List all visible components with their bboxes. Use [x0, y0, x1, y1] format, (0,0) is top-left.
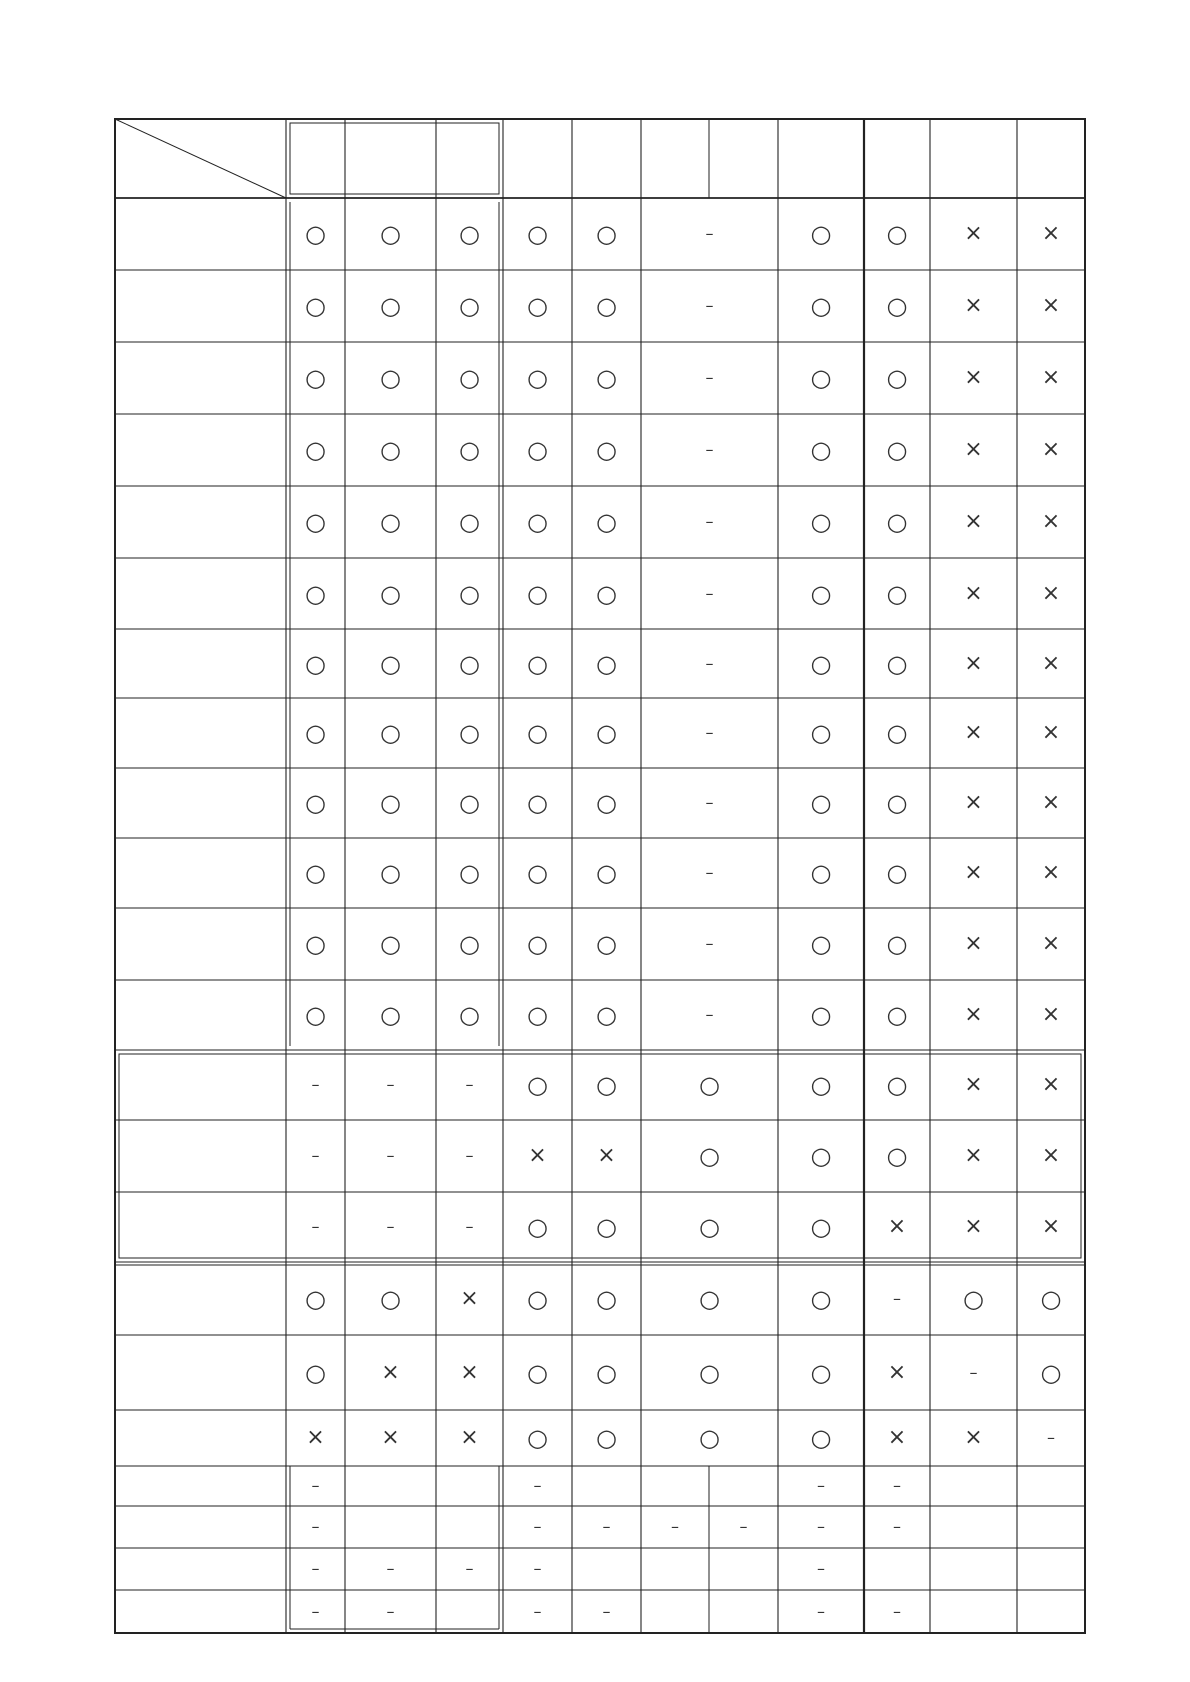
- cross-mark: ×: [1041, 293, 1061, 318]
- circle-mark: ○: [380, 1284, 401, 1313]
- circle-mark: ○: [596, 930, 617, 958]
- circle-mark: ○: [305, 220, 326, 248]
- circle-mark: ○: [596, 436, 617, 464]
- circle-mark: ○: [459, 364, 480, 392]
- dash-mark: –: [705, 583, 714, 603]
- circle-mark: ○: [886, 859, 908, 887]
- cross-mark: ×: [964, 293, 983, 318]
- dash-mark: –: [705, 653, 714, 673]
- cross-mark: ×: [887, 1425, 907, 1450]
- cross-mark: ×: [381, 1359, 400, 1385]
- dash-mark: –: [893, 1476, 901, 1495]
- circle-mark: ○: [459, 292, 480, 320]
- cross-mark: ×: [597, 1143, 616, 1168]
- circle-mark: ○: [459, 719, 480, 747]
- cross-mark: ×: [460, 1359, 479, 1385]
- circle-mark: ○: [305, 649, 326, 678]
- dash-mark: –: [311, 1476, 320, 1495]
- circle-mark: ○: [527, 1358, 548, 1387]
- circle-mark: ○: [527, 859, 548, 887]
- cross-mark: ×: [964, 1002, 983, 1027]
- dash-mark: –: [533, 1601, 542, 1621]
- dash-mark: –: [311, 1217, 320, 1236]
- circle-mark: ○: [527, 1071, 548, 1099]
- circle-mark: ○: [380, 789, 401, 817]
- circle-mark: ○: [810, 649, 832, 678]
- circle-mark: ○: [810, 930, 832, 958]
- cross-mark: ×: [460, 1425, 479, 1450]
- dash-mark: –: [893, 1517, 901, 1536]
- header-group-frame: [290, 123, 499, 194]
- circle-mark: ○: [527, 220, 548, 248]
- circle-mark: ○: [699, 1358, 720, 1387]
- circle-mark: ○: [596, 220, 617, 248]
- circle-mark: ○: [699, 1424, 720, 1452]
- circle-mark: ○: [886, 1001, 908, 1029]
- empty-cell: [930, 1548, 1017, 1590]
- circle-mark: ○: [886, 220, 908, 248]
- empty-cell: [709, 1590, 778, 1633]
- empty-cell: [436, 1590, 503, 1633]
- circle-mark: ○: [810, 1142, 832, 1170]
- dash-mark: –: [705, 440, 714, 459]
- cross-mark: ×: [1041, 437, 1061, 462]
- circle-mark: ○: [596, 789, 617, 817]
- circle-mark: ○: [963, 1284, 984, 1313]
- circle-mark: ○: [886, 719, 908, 747]
- dash-mark: –: [311, 1146, 320, 1165]
- circle-mark: ○: [527, 1213, 548, 1241]
- circle-mark: ○: [459, 436, 480, 464]
- dash-mark: –: [893, 1601, 901, 1621]
- circle-mark: ○: [527, 1001, 548, 1029]
- cross-mark: ×: [1041, 790, 1061, 815]
- cross-mark: ×: [1041, 1072, 1061, 1097]
- circle-mark: ○: [596, 292, 617, 320]
- circle-mark: ○: [459, 859, 480, 887]
- circle-mark: ○: [1040, 1358, 1062, 1387]
- circle-mark: ○: [380, 719, 401, 747]
- circle-mark: ○: [459, 649, 480, 678]
- cross-mark: ×: [1041, 1214, 1061, 1239]
- cross-mark: ×: [1041, 650, 1061, 676]
- dash-mark: –: [705, 368, 714, 387]
- circle-mark: ○: [596, 859, 617, 887]
- circle-mark: ○: [380, 1001, 401, 1029]
- cross-mark: ×: [1041, 509, 1061, 534]
- cross-mark: ×: [1041, 931, 1061, 956]
- dash-mark: –: [705, 934, 714, 953]
- circle-mark: ○: [886, 789, 908, 817]
- circle-mark: ○: [596, 579, 617, 608]
- empty-cell: [345, 1466, 436, 1506]
- dash-mark: –: [739, 1517, 748, 1536]
- dash-mark: –: [602, 1601, 611, 1621]
- dash-mark: –: [705, 723, 714, 742]
- dash-mark: –: [969, 1362, 978, 1382]
- circle-mark: ○: [810, 1284, 832, 1313]
- cross-mark: ×: [460, 1285, 479, 1311]
- cross-mark: ×: [964, 1425, 983, 1450]
- circle-mark: ○: [886, 579, 908, 608]
- cross-mark: ×: [887, 1359, 907, 1385]
- dash-mark: –: [817, 1476, 825, 1495]
- empty-cell: [930, 1466, 1017, 1506]
- circle-mark: ○: [305, 789, 326, 817]
- dash-mark: –: [705, 512, 714, 531]
- circle-mark: ○: [459, 508, 480, 536]
- dash-mark: –: [533, 1476, 542, 1495]
- empty-cell: [1017, 1548, 1085, 1590]
- circle-mark: ○: [810, 1213, 832, 1241]
- dash-mark: –: [533, 1559, 542, 1578]
- cross-mark: ×: [964, 860, 983, 885]
- cross-mark: ×: [381, 1425, 400, 1450]
- circle-mark: ○: [527, 364, 548, 392]
- circle-mark: ○: [305, 579, 326, 608]
- dash-mark: –: [817, 1517, 825, 1536]
- circle-mark: ○: [380, 292, 401, 320]
- circle-mark: ○: [305, 508, 326, 536]
- circle-mark: ○: [305, 930, 326, 958]
- circle-mark: ○: [305, 292, 326, 320]
- dash-mark: –: [386, 1146, 395, 1165]
- circle-mark: ○: [459, 579, 480, 608]
- circle-mark: ○: [527, 649, 548, 678]
- dash-mark: –: [465, 1217, 474, 1236]
- circle-mark: ○: [380, 220, 401, 248]
- circle-mark: ○: [810, 220, 832, 248]
- cross-mark: ×: [964, 437, 983, 462]
- circle-mark: ○: [810, 364, 832, 392]
- circle-mark: ○: [699, 1213, 720, 1241]
- circle-mark: ○: [527, 579, 548, 608]
- empty-cell: [641, 1548, 709, 1590]
- dash-mark: –: [311, 1601, 320, 1621]
- empty-cell: [864, 1548, 930, 1590]
- circle-mark: ○: [810, 789, 832, 817]
- empty-cell: [345, 1506, 436, 1548]
- circle-mark: ○: [305, 436, 326, 464]
- dash-mark: –: [386, 1601, 395, 1621]
- circle-mark: ○: [886, 292, 908, 320]
- circle-mark: ○: [596, 1358, 617, 1387]
- circle-mark: ○: [527, 508, 548, 536]
- circle-mark: ○: [810, 1358, 832, 1387]
- empty-cell: [641, 1466, 709, 1506]
- cross-mark: ×: [1041, 1143, 1061, 1168]
- circle-mark: ○: [380, 649, 401, 678]
- circle-mark: ○: [527, 1424, 548, 1452]
- empty-cell: [572, 1548, 641, 1590]
- circle-mark: ○: [305, 859, 326, 887]
- circle-mark: ○: [380, 436, 401, 464]
- dash-mark: –: [465, 1075, 474, 1094]
- empty-cell: [709, 1548, 778, 1590]
- circle-mark: ○: [305, 719, 326, 747]
- circle-mark: ○: [1040, 1284, 1062, 1313]
- empty-cell: [572, 1466, 641, 1506]
- empty-cell: [436, 1506, 503, 1548]
- dash-mark: –: [671, 1517, 679, 1536]
- dash-mark: –: [705, 863, 714, 882]
- circle-mark: ○: [459, 220, 480, 248]
- circle-mark: ○: [596, 649, 617, 678]
- circle-mark: ○: [810, 436, 832, 464]
- cross-mark: ×: [964, 1072, 983, 1097]
- cross-mark: ×: [1041, 720, 1061, 745]
- circle-mark: ○: [886, 1071, 908, 1099]
- dash-mark: –: [311, 1517, 320, 1536]
- dash-mark: –: [465, 1146, 474, 1165]
- circle-mark: ○: [459, 789, 480, 817]
- circle-mark: ○: [886, 1142, 908, 1170]
- cross-mark: ×: [306, 1425, 325, 1450]
- dash-mark: –: [817, 1601, 825, 1621]
- cross-mark: ×: [1041, 1002, 1061, 1027]
- dash-mark: –: [533, 1517, 542, 1536]
- circle-mark: ○: [596, 1001, 617, 1029]
- circle-mark: ○: [886, 930, 908, 958]
- cross-mark: ×: [964, 1214, 983, 1239]
- empty-cell: [709, 1466, 778, 1506]
- circle-mark: ○: [527, 719, 548, 747]
- circle-mark: ○: [527, 436, 548, 464]
- circle-mark: ○: [810, 1001, 832, 1029]
- circle-mark: ○: [596, 508, 617, 536]
- empty-cell: [436, 1466, 503, 1506]
- circle-mark: ○: [380, 579, 401, 608]
- circle-mark: ○: [810, 292, 832, 320]
- circle-mark: ○: [380, 859, 401, 887]
- circle-mark: ○: [459, 930, 480, 958]
- empty-cell: [641, 1590, 709, 1633]
- dash-mark: –: [705, 224, 714, 243]
- circle-mark: ○: [699, 1142, 720, 1170]
- dash-mark: –: [311, 1075, 320, 1094]
- cross-mark: ×: [1041, 860, 1061, 885]
- circle-mark: ○: [380, 364, 401, 392]
- dash-mark: –: [386, 1075, 395, 1094]
- circle-mark: ○: [305, 1358, 326, 1387]
- circle-mark: ○: [527, 292, 548, 320]
- circle-mark: ○: [527, 930, 548, 958]
- circle-mark: ○: [596, 364, 617, 392]
- circle-mark: ○: [459, 1001, 480, 1029]
- dash-mark: –: [817, 1559, 825, 1578]
- circle-mark: ○: [699, 1071, 720, 1099]
- circle-mark: ○: [810, 1071, 832, 1099]
- cross-mark: ×: [964, 1143, 983, 1168]
- dash-mark: –: [705, 1005, 714, 1024]
- dash-mark: –: [311, 1559, 320, 1578]
- circle-mark: ○: [699, 1284, 720, 1313]
- empty-cell: [930, 1590, 1017, 1633]
- circle-mark: ○: [380, 508, 401, 536]
- circle-mark: ○: [886, 436, 908, 464]
- cross-mark: ×: [964, 650, 983, 676]
- empty-cell: [930, 1506, 1017, 1548]
- circle-mark: ○: [886, 649, 908, 678]
- empty-cell: [1017, 1590, 1085, 1633]
- empty-cell: [1017, 1506, 1085, 1548]
- dash-mark: –: [602, 1517, 611, 1536]
- circle-mark: ○: [886, 364, 908, 392]
- dash-mark: –: [893, 1288, 901, 1308]
- circle-mark: ○: [810, 579, 832, 608]
- cross-mark: ×: [964, 790, 983, 815]
- cross-mark: ×: [964, 365, 983, 390]
- circle-mark: ○: [596, 1284, 617, 1313]
- circle-mark: ○: [305, 1284, 326, 1313]
- circle-mark: ○: [596, 1071, 617, 1099]
- circle-mark: ○: [305, 1001, 326, 1029]
- circle-mark: ○: [305, 364, 326, 392]
- dash-mark: –: [705, 793, 714, 812]
- cross-mark: ×: [1041, 365, 1061, 390]
- cross-mark: ×: [964, 509, 983, 534]
- circle-mark: ○: [596, 1424, 617, 1452]
- circle-mark: ○: [810, 719, 832, 747]
- dash-mark: –: [386, 1217, 395, 1236]
- cross-mark: ×: [1041, 221, 1061, 246]
- circle-mark: ○: [596, 719, 617, 747]
- circle-mark: ○: [527, 789, 548, 817]
- dash-mark: –: [1047, 1428, 1055, 1447]
- cross-mark: ×: [964, 580, 983, 606]
- dash-mark: –: [386, 1559, 395, 1578]
- cross-mark: ×: [964, 221, 983, 246]
- cross-mark: ×: [964, 931, 983, 956]
- circle-mark: ○: [810, 1424, 832, 1452]
- circle-mark: ○: [380, 930, 401, 958]
- cross-mark: ×: [887, 1214, 907, 1239]
- circle-mark: ○: [596, 1213, 617, 1241]
- cross-mark: ×: [1041, 580, 1061, 606]
- cross-mark: ×: [528, 1143, 547, 1168]
- circle-mark: ○: [886, 508, 908, 536]
- header-diagonal-line: [115, 119, 286, 198]
- circle-mark: ○: [810, 859, 832, 887]
- dash-mark: –: [705, 296, 714, 315]
- circle-mark: ○: [810, 508, 832, 536]
- cross-mark: ×: [964, 720, 983, 745]
- dash-mark: –: [465, 1559, 474, 1578]
- circle-mark: ○: [527, 1284, 548, 1313]
- empty-cell: [1017, 1466, 1085, 1506]
